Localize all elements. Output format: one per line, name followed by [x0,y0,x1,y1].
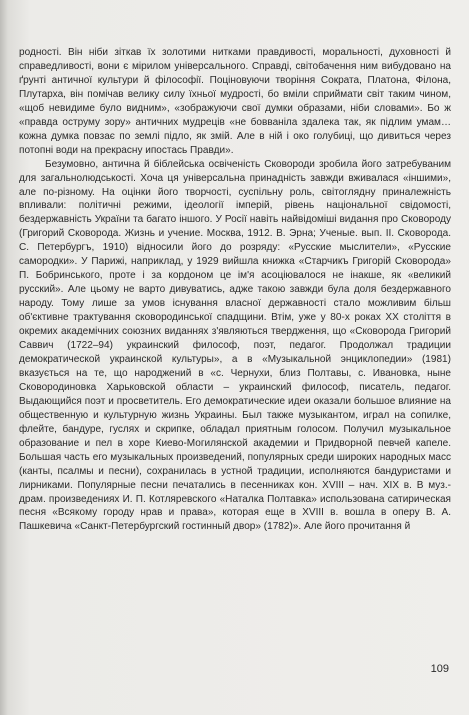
page-body-text [19,46,451,534]
page-number: 109 [430,663,449,675]
paragraph-2: Безумовно, антична й біблейська освіченість Сковороди зробила його затребуваним для загальнолюдськості. Хоча ця універсальна принадність завжди вживалася «іншими», але по-різному. На оцінки його творчості, суспільну роль, світоглядну приналежність впливали: політичні режими, ідеології імперій, рівень національної свідомості, бездержавність України та багато іншого. У Росії навіть найвідоміші видання про Сковороду (Григорий Сковорода. Жизнь и учение. Москва, 1912. В. Эрна; Ученые. вып. II. Сковорода. С. Петербургъ, 1910) відносили його до розряду: «Русские мыслители», «Русские самородки». У Парижі, наприклад, у 1929 вийшла книжка «Старчикъ Григорій Сковорода» П. Бобринського, проте і за кордоном це ім'я асоціювалося не інакше, як «великий русский». Але цьому не варто дивуватись, адже такою завжди була доля бездержавного народу. Тому лише за умов існування власної державності стало можливим більш об'єктивне трактування сковородинської спадщини. Втім, уже у 80-х роках XX століття в окремих академічних союзних виданнях з'являються твердження, що «Сковорода Григорий Саввич (1722–94) украинский философ, поэт, педагог. Продолжал традиции демократической украинской культуры», а в «Музыкальной энциклопедии» (1981) вказується на те, що народжений в «с. Чернухи, близ Полтавы, с. Ивановка, ныне Сковородиновка Харьковской области – украинский философ, писатель, педагог. Выдающийся поэт и просветитель. Его демократические идеи оказали большое влияние на общественную и культурную жизнь Украины. Был также музыкантом, играл на сопилке, флейте, бандуре, гуслях и скрипке, обладал приятным голосом. Получил музыкальное образование и пел в хоре Киево-Могилянской академии и Придворной певчей капеле. Большая часть его музыкальных произведений, популярных среди широких народных масс (канты, псалмы и песни), сохранилась в устной традиции, исполняются бандуристами и лирниками. Популярные песни печатались в песенниках кон. XVIII – нач. XIX в. В муз.-драм. произведениях И. П. Котляревского «Наталка Полтавка» использована сатирическая песня «Всякому городу нрав и права», которая еще в XVIII в. вошла в оперу В. А. Пашкевича «Санкт-Петербургский гостинный двор» (1782)». Але його прочитання й [19,158,451,533]
paragraph-1: родності. Він ніби зіткав їх золотими нитками правдивості, моральності, духовності й справедливості, вони є мірилом універсального. Справді, світобачення ним вибудовано на ґрунті античної культури й філософії. Поціновуючи творіння Сократа, Платона, Філона, Плутарха, він помічав велику силу їхньої мудрості, бо вміли сприймати світ таким чином, «щоб невидиме було видним», «зображуючи свої думки образами, ніби словами». Бо ж «правда оструму зору» античних мудреців «не бовваніла здалека так, як підлим умам… кожна думка повзає по землі підло, як змій. Але в ній і око голубиці, що дивиться через потопні води на прекрасну ипостась Правди». [19,47,451,156]
